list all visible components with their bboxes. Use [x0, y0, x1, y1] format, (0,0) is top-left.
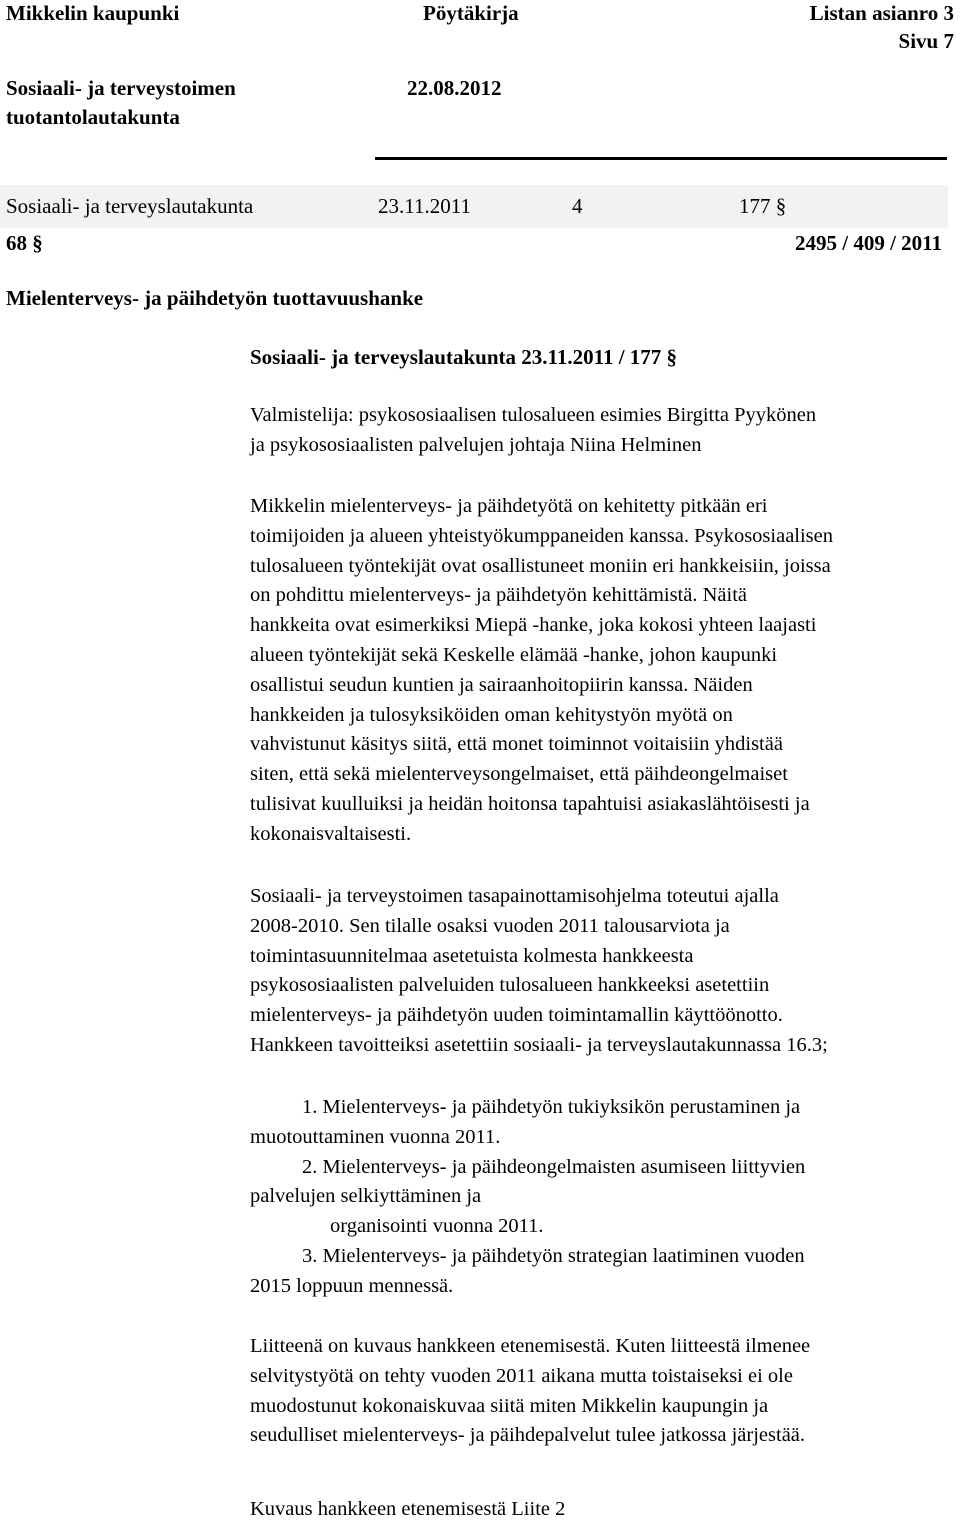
meta-number-a: 4 [572, 194, 583, 218]
board-name-line2: tuotantolautakunta [6, 105, 180, 129]
text-line: mielenterveys- ja päihdetyön uuden toimintamallin käyttöönotto. [250, 1004, 783, 1027]
goal-item-1: 1. Mielenterveys- ja päihdetyön tukiyksikön perustaminen ja [302, 1096, 801, 1118]
text-line: Liitteenä on kuvaus hankkeen etenemisestä. Kuten liitteestä ilmenee [250, 1335, 811, 1357]
reference-number: 2495 / 409 / 2011 [794, 231, 942, 255]
text-line: 2008-2010. Sen tilalle osaksi vuoden 2011 talousarviota ja [250, 914, 730, 937]
committee-name: Sosiaali- ja terveyslautakunta [6, 194, 254, 218]
text-line: tulisivat kuulluiksi ja heidän hoitonsa tapahtuisi asiakaslähtöisesti ja [250, 792, 810, 815]
subheading: Sosiaali- ja terveyslautakunta 23.11.2011 / 177 § [250, 345, 678, 369]
text-line: selvitystyötä on tehty vuoden 2011 aikana mutta toistaiseksi ei ole [250, 1364, 793, 1387]
text-line: alueen työntekijät sekä Keskelle elämää -hanke, johon kaupunki [250, 643, 778, 666]
text-line: tulosalueen työntekijät ovat osallistuneet moniin eri hankkeisiin, joissa [250, 554, 831, 577]
paragraph-1 [250, 492, 960, 850]
paragraph-2 [250, 882, 960, 1061]
text-line: psykososiaalisten palveluiden tulosalueen hankkeeksi asetettiin [250, 974, 770, 997]
text-line: hankkeita ovat esimerkiksi Miepä -hanke, joka kokosi yhteen laajasti [250, 614, 817, 637]
text-line: Hankkeen tavoitteiksi asetettiin sosiaali- ja terveyslautakunnassa 16.3; [250, 1033, 828, 1056]
text-line: osallistui seudun kuntien ja sairaanhoitopiirin kanssa. Näiden [250, 673, 753, 696]
text-line: seudulliset mielenterveys- ja päihdepalvelut tulee jatkossa järjestää. [250, 1424, 806, 1447]
item-number: Listan asianro 3 [809, 1, 954, 25]
document-date: 22.08.2012 [407, 76, 502, 100]
header-divider [375, 157, 947, 160]
goals-list [250, 1093, 960, 1302]
board-name-line1: Sosiaali- ja terveystoimen [6, 76, 236, 100]
preparer-line: Valmistelija: psykososiaalisen tulosalueen esimies Birgitta Pyykönen [250, 404, 817, 426]
text-line: hankkeiden ja tulosyksiköiden oman kehitystyön myötä on [250, 703, 733, 726]
text-line: muodostunut kokonaiskuvaa siitä miten Mikkelin kaupungin ja [250, 1394, 769, 1417]
goal-item-3-cont: 2015 loppuun mennessä. [250, 1274, 454, 1297]
section-number: 68 § [6, 231, 43, 255]
paragraph-3 [250, 1332, 960, 1451]
document-type: Pöytäkirja [423, 1, 519, 25]
meta-number-b: 177 § [739, 194, 787, 218]
page-number: Sivu 7 [898, 29, 954, 53]
text-line: Mikkelin mielenterveys- ja päihdetyötä on kehitetty pitkään eri [250, 495, 768, 517]
text-line: on pohdittu mielenterveys- ja päihdetyön kehittämistä. Näitä [250, 584, 747, 607]
page-title: Mielenterveys- ja päihdetyön tuottavuushanke [6, 286, 424, 310]
goal-item-3: 3. Mielenterveys- ja päihdetyön strategian laatiminen vuoden [302, 1244, 805, 1267]
text-line: vahvistunut käsitys siitä, että monet toiminnot voitaisiin yhdistää [250, 733, 783, 756]
preparer-line: ja psykososiaalisten palvelujen johtaja Niina Helminen [250, 433, 702, 456]
goal-item-1-cont: muotouttaminen vuonna 2011. [250, 1125, 501, 1148]
preparer-block [250, 401, 960, 461]
goal-item-2: 2. Mielenterveys- ja päihdeongelmaisten asumiseen liittyvien [302, 1155, 806, 1178]
attachment-reference: Kuvaus hankkeen etenemisestä Liite 2 [250, 1498, 566, 1520]
text-line: siten, että sekä mielenterveysongelmaiset, että päihdeongelmaiset [250, 763, 788, 786]
text-line: toimintasuunnitelmaa asetetuista kolmesta hankkeesta [250, 944, 694, 967]
text-line: kokonaisvaltaisesti. [250, 822, 412, 845]
text-line: Sosiaali- ja terveystoimen tasapainottamisohjelma toteutui ajalla [250, 885, 779, 907]
meeting-date: 23.11.2011 [378, 194, 471, 218]
goal-item-2-cont: organisointi vuonna 2011. [330, 1215, 544, 1238]
text-line: toimijoiden ja alueen yhteistyökumppaneiden kanssa. Psykososiaalisen [250, 524, 834, 547]
goal-item-2-cont: palvelujen selkiyttäminen ja [250, 1185, 482, 1208]
organization-name: Mikkelin kaupunki [6, 1, 180, 25]
